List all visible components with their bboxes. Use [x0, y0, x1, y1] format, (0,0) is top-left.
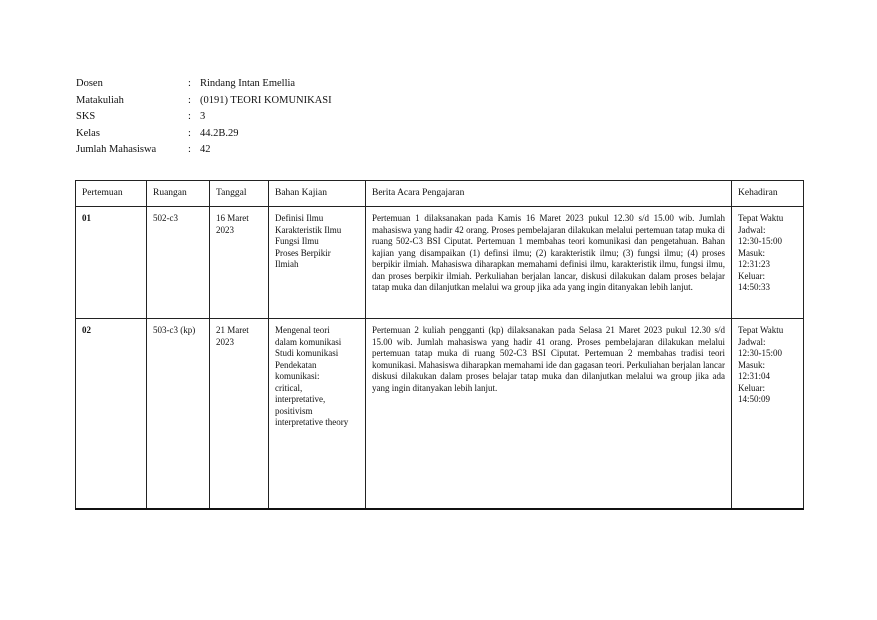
info-row-kelas [76, 126, 332, 143]
kehadiran-line: Jadwal: [738, 336, 766, 347]
cell-pertemuan: 02 [76, 319, 147, 509]
info-value: 3 [200, 111, 206, 123]
tanggal-line: 2023 [216, 224, 234, 235]
info-row-matakuliah [76, 93, 332, 110]
info-label: Dosen [76, 78, 103, 89]
cell-berita-acara: Pertemuan 2 kuliah pengganti (kp) dilaksanakan pada Selasa 21 Maret 2023 pukul 12.30 s/d 15.00 wib. Jumlah mahasiswa yang hadir 41 orang. Proses pembelajaran dilakukan melalui pertemuan tatap muka di ruang 502-C3 BSI Ciputat. Pertemuan 2 membahas tradisi teori komunikasi. Mahasiswa diharapkan memahami ide dan gagasan teori. Perkuliahan berjalan lancar diskusi dilakukan dalam proses belajar tatap muka dan dilanjutkan melalui wa group jika ada yang ingin ditanyakan lebih lanjut. [366, 319, 732, 509]
kehadiran-line: Tepat Waktu [738, 213, 784, 223]
bahan-line: Definisi Ilmu [275, 213, 324, 223]
kehadiran-line: 14:50:09 [738, 394, 771, 404]
cell-pertemuan: 01 [76, 207, 147, 319]
kehadiran-line: Tepat Waktu [738, 325, 784, 335]
bahan-line: critical, [275, 382, 303, 393]
bahan-line: Ilmiah [275, 259, 299, 269]
kehadiran-line: 12:30-15:00 [738, 236, 782, 246]
info-label: Jumlah Mahasiswa [76, 144, 157, 156]
info-value: 42 [200, 144, 211, 156]
kehadiran-line: 14:50:33 [738, 282, 771, 292]
bahan-line: interpretative theory [275, 417, 349, 427]
tanggal-line: 21 Maret [216, 325, 249, 335]
header-ruangan: Ruangan [147, 181, 210, 207]
header-bahan-kajian: Bahan Kajian [269, 181, 366, 207]
cell-ruangan: 503-c3 (kp) [147, 319, 210, 509]
bahan-line: dalam komunikasi [275, 336, 342, 347]
bahan-line: Proses Berpikir [275, 247, 331, 258]
tanggal-line: 16 Maret [216, 213, 249, 223]
cell-ruangan: 502-c3 [147, 207, 210, 319]
info-label: SKS [76, 111, 96, 123]
header-berita-acara: Berita Acara Pengajaran [366, 181, 732, 207]
table-header-row [76, 181, 804, 207]
info-label: Matakuliah [76, 94, 124, 106]
cell-tanggal [210, 319, 269, 509]
info-colon: : [188, 78, 191, 89]
info-colon: : [188, 144, 191, 156]
header-tanggal: Tanggal [210, 181, 269, 207]
bahan-line: Mengenal teori [275, 325, 330, 335]
info-row-jumlah [76, 142, 332, 159]
info-value: Rindang Intan Emellia [200, 78, 296, 89]
kehadiran-line: Masuk: [738, 359, 765, 370]
kehadiran-line: Keluar: [738, 382, 765, 393]
kehadiran-line: 12:31:23 [738, 259, 771, 269]
info-row-sks [76, 109, 332, 126]
info-label: Kelas [76, 127, 100, 139]
bahan-line: Fungsi Ilmu [275, 236, 319, 246]
kehadiran-line: 12:30-15:00 [738, 348, 782, 358]
cell-kehadiran [732, 207, 804, 319]
info-value: (0191) TEORI KOMUNIKASI [200, 94, 332, 106]
header-kehadiran: Kehadiran [732, 181, 804, 207]
kehadiran-line: 12:31:04 [738, 371, 771, 381]
info-colon: : [188, 111, 191, 123]
table-row [76, 319, 804, 509]
info-row-dosen [76, 76, 332, 93]
attendance-table [75, 180, 804, 510]
cell-berita-acara: Pertemuan 1 dilaksanakan pada Kamis 16 Maret 2023 pukul 12.30 s/d 15.00 wib. Jumlah mahasiswa yang hadir 42 orang. Proses pembelajaran dilakukan melalui pertemuan tatap muka di ruang 502-C3 BSI Ciputat. Pertemuan 1 membahas teori komunikasi dan pengetahuan. Bahan kajian yang disampaikan (1) definsi ilmu; (2) karakteristik ilmu; (3) fungsi ilmu; (4) proses berpikir ilmiah. Mahasiswa diharapkan memahami definisi ilmu, karakteristik ilmu, fungsi ilmu, dan proses berpikir ilmiah. Perkuliahan berjalan lancar, diskusi dilakukan dalam proses belajar tatap muka dan dilanjutkan melalui wa group jika ada yang ingin ditanyakan lebih lanjut. [366, 207, 732, 319]
table-row [76, 207, 804, 319]
bahan-line: komunikasi: [275, 371, 320, 381]
header-pertemuan: Pertemuan [76, 181, 147, 207]
bahan-line: Studi komunikasi [275, 348, 339, 358]
kehadiran-line: Jadwal: [738, 224, 766, 235]
info-colon: : [188, 127, 191, 139]
kehadiran-line: Keluar: [738, 270, 765, 281]
bahan-line: positivism [275, 405, 313, 416]
bahan-line: interpretative, [275, 394, 326, 404]
tanggal-line: 2023 [216, 336, 234, 347]
cell-kehadiran [732, 319, 804, 509]
cell-bahan-kajian [269, 319, 366, 509]
kehadiran-line: Masuk: [738, 247, 765, 258]
bahan-line: Pendekatan [275, 359, 317, 370]
bahan-line: Karakteristik Ilmu [275, 224, 342, 235]
info-colon: : [188, 94, 191, 106]
cell-tanggal [210, 207, 269, 319]
info-value: 44.2B.29 [200, 127, 239, 139]
course-info [76, 76, 332, 159]
cell-bahan-kajian [269, 207, 366, 319]
